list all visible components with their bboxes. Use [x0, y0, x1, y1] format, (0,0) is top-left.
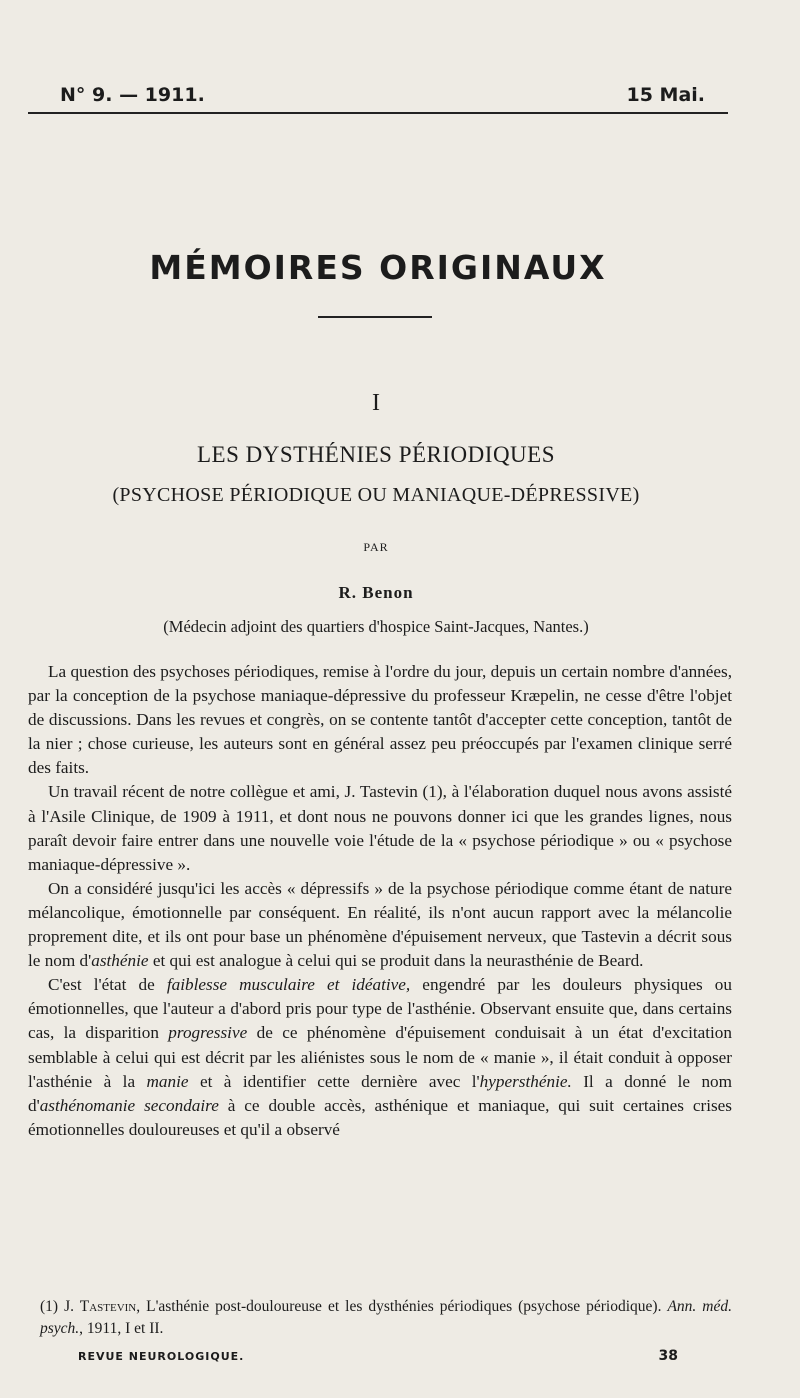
article-number: I — [372, 390, 380, 416]
paragraph-4-text-b: engendré par les douleurs physiques ou émotionnelles, que l'auteur a d'abord pris pour type de l'asthénie. Observant ensuite que, dans certains cas, la disparition — [28, 975, 732, 1043]
footnote-marker: (1) — [40, 1298, 65, 1315]
header-rule — [28, 112, 728, 114]
paragraph-2: Un travail récent de notre collègue et ami, J. Tastevin (1), à l'élaboration duquel nous avons assisté à l'Asile Clinique, de 1909 à 1911, et dont nous ne pouvons donner ici que les grandes lignes, nous paraît devoir faire entrer dans une nouvelle voie l'étude de la « psychose périodique » ou « psychose maniaque-dépressive ». — [28, 782, 732, 874]
progressive-term: progressive — [168, 1023, 248, 1043]
paragraph-4-text-e: Il a donné le nom d' — [28, 1071, 733, 1115]
author-name: R. Benon — [338, 583, 414, 602]
footnote-text-b: , 1911, I et II. — [79, 1320, 164, 1337]
paragraph-3-text-b: et qui est analogue à celui qui se produit dans la neurasthénie de Beard. — [148, 951, 644, 971]
author-affiliation: (Médecin adjoint des quartiers d'hospice Saint-Jacques, Nantes.) — [163, 617, 589, 636]
paragraph-1: La question des psychoses périodiques, remise à l'ordre du jour, depuis un certain nombre d'années, par la conception de la psychose maniaque-dépressive du professeur Kræpelin, ne cesse d'être l'objet de discussions. Dans les revues et congrès, on se contente tantôt d'accepter cette conception, tantôt de la nier ; chose curieuse, les auteurs sont en général assez peu préoccupés par l'examen clinique serré des faits. — [28, 662, 732, 778]
paragraph-3 — [28, 877, 732, 973]
paragraph-4-text-c: de ce phénomène d'épuisement conduisait à un état d'excitation semblable à celui qui est décrit par les aliénistes sous le nom de « manie », il était conduit à opposer l'asthénie à la — [28, 1023, 732, 1091]
hypersthenie-term: hypersthénie. — [479, 1071, 572, 1091]
faiblesse-term: faiblesse musculaire et idéative, — [166, 975, 411, 995]
issue-date: 15 Mai. — [626, 84, 705, 106]
footnote-journal: Ann. méd. psych. — [40, 1298, 733, 1337]
paragraph-4-text-d: et à identifier cette dernière avec l' — [188, 1071, 480, 1091]
page-number: 38 — [658, 1348, 678, 1364]
article-title: LES DYSTHÉNIES PÉRIODIQUES — [197, 442, 555, 467]
running-head — [60, 84, 705, 112]
footnote-text-a: , L'asthénie post-douloureuse et les dysthénies périodiques (psychose périodique). — [136, 1298, 668, 1315]
by-line: PAR — [363, 540, 389, 554]
page-footer — [78, 1350, 678, 1370]
paragraph-4-text-a: C'est l'état de — [48, 975, 167, 995]
paragraph-4 — [28, 973, 732, 1142]
section-title: MÉMOIRES ORIGINAUX — [149, 248, 607, 287]
paragraph-3-text-a: On a considéré jusqu'ici les accès « dépressifs » de la psychose périodique comme étant de nature mélancolique, émotionnelle par conséquent. En réalité, ils n'ont aucun rapport avec la mélancolie proprement dite, et ils ont pour base un phénomène d'épuisement nerveux, que Tastevin a décrit sous le nom d' — [28, 878, 732, 971]
issue-number: N° 9. — 1911. — [60, 84, 205, 106]
title-rule — [318, 316, 432, 318]
footnote-author: J. Tastevin — [64, 1298, 137, 1315]
asthenie-term: asthénie — [91, 951, 149, 971]
asthenomanie-term: asthénomanie secondaire — [39, 1095, 219, 1115]
article-subtitle: (PSYCHOSE PÉRIODIQUE OU MANIAQUE-DÉPRESSIVE) — [112, 484, 640, 506]
paragraph-4-text-f: à ce double accès, asthénique et maniaque, qui suit certaines crises émotionnelles douloureuses et qu'il a observé — [28, 1095, 732, 1139]
footnote — [40, 1296, 732, 1340]
journal-name: REVUE NEUROLOGIQUE. — [78, 1350, 245, 1363]
article-body — [28, 660, 732, 1142]
manie-term: manie — [146, 1071, 189, 1091]
